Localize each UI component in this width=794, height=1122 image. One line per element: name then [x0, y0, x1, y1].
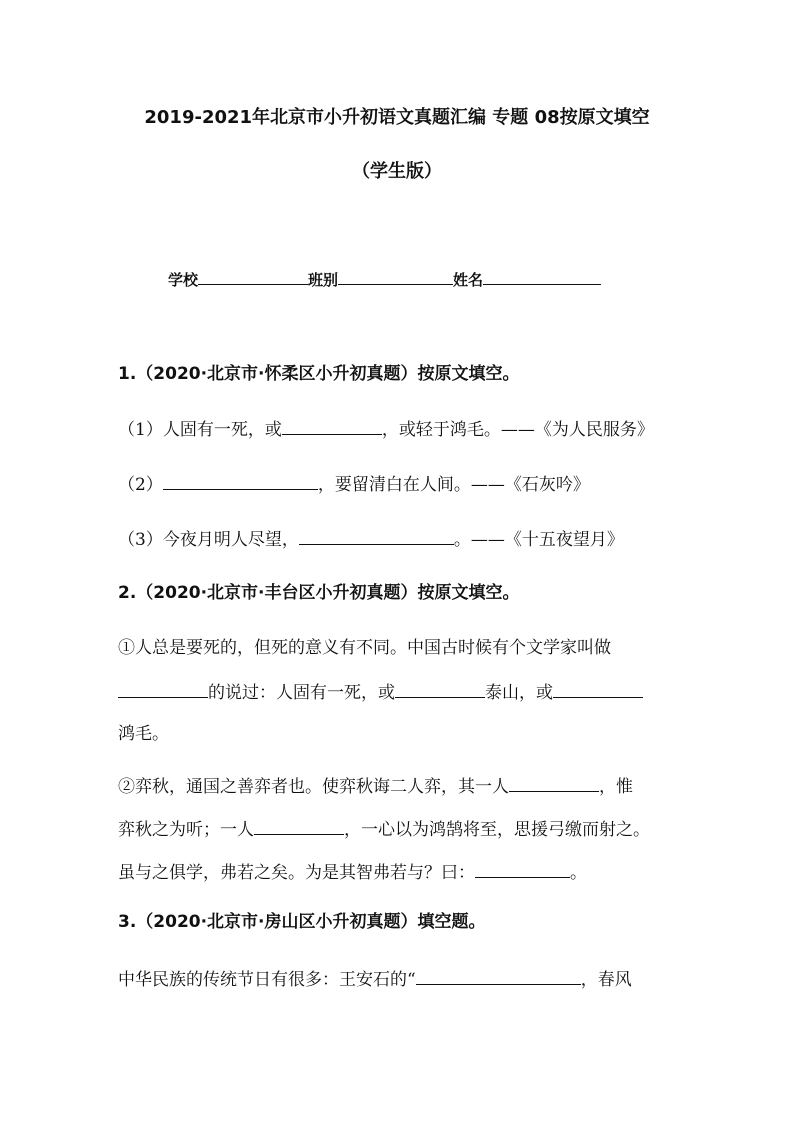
q3-text-b: ，春风	[580, 970, 632, 990]
q2-p2-text-d: ，一心以为鸿鹄将至，思援弓缴而射之。	[344, 820, 650, 840]
q2-p1-blank-2[interactable]	[395, 681, 485, 698]
name-label: 姓名	[453, 271, 484, 289]
q2-p2-text-c: 弈秋之为听；一人	[118, 820, 254, 840]
class-label: 班别	[308, 271, 339, 289]
q1-item-3-blank[interactable]	[299, 528, 454, 545]
school-label: 学校	[168, 271, 199, 289]
q1-item-1	[118, 418, 654, 440]
q2-p1-text-b: 泰山，或	[485, 683, 553, 703]
document-subtitle: （学生版）	[352, 161, 442, 182]
q2-p1-line-1: ①人总是要死的，但死的意义有不同。中国古时候有个文学家叫做	[118, 638, 611, 658]
q2-p1-blank-3[interactable]	[553, 681, 643, 698]
q2-p1-text-a: 的说过：人固有一死，或	[208, 683, 395, 703]
q1-item-2-text-b: ，要留清白在人间。——《石灰吟》	[317, 475, 590, 495]
student-info-fields	[168, 268, 601, 290]
q3-line-1	[118, 968, 632, 990]
q1-item-1-blank[interactable]	[282, 418, 382, 435]
q3-heading: 3.（2020·北京市·房山区小升初真题）填空题。	[118, 912, 486, 932]
name-blank[interactable]	[483, 268, 601, 285]
q3-blank-1[interactable]	[416, 968, 581, 985]
q2-p1-blank-1[interactable]	[118, 681, 208, 698]
q2-heading: 2.（2020·北京市·丰台区小升初真题）按原文填空。	[118, 583, 520, 603]
document-title: 2019-2021年北京市小升初语文真题汇编 专题 08按原文填空	[144, 107, 650, 128]
q1-item-1-text-a: （1）人固有一死，或	[118, 420, 282, 440]
q1-item-2-text-a: （2）	[118, 475, 163, 495]
q2-p2-text-b: ，惟	[599, 777, 633, 797]
q2-p2-text-e: 虽与之俱学，弗若之矣。为是其智弗若与？曰：	[118, 863, 475, 883]
q2-p1-line-3: 鸿毛。	[118, 724, 169, 744]
q1-item-2	[118, 473, 590, 495]
q1-item-3	[118, 528, 624, 550]
class-blank[interactable]	[338, 268, 453, 285]
q1-item-1-text-b: ，或轻于鸿毛。——《为人民服务》	[381, 420, 654, 440]
q2-p2-text-f: 。	[570, 863, 587, 883]
q2-p2-text-a: ②弈秋，通国之善弈者也。使弈秋诲二人弈，其一人	[118, 777, 509, 797]
q2-p2-line-3	[118, 861, 587, 883]
q2-p2-blank-2[interactable]	[254, 818, 344, 835]
q3-text-a: 中华民族的传统节日有很多：王安石的“	[118, 970, 416, 990]
q1-item-2-blank[interactable]	[163, 473, 318, 490]
q1-item-3-text-b: 。——《十五夜望月》	[453, 530, 624, 550]
q1-item-3-text-a: （3）今夜月明人尽望，	[118, 530, 299, 550]
q2-p2-line-2	[118, 818, 650, 840]
q1-heading: 1.（2020·北京市·怀柔区小升初真题）按原文填空。	[118, 364, 520, 384]
q2-p1-line-2	[118, 681, 643, 703]
school-blank[interactable]	[198, 268, 308, 285]
q2-p2-blank-3[interactable]	[475, 861, 570, 878]
q2-p2-line-1	[118, 775, 633, 797]
q2-p2-blank-1[interactable]	[509, 775, 599, 792]
